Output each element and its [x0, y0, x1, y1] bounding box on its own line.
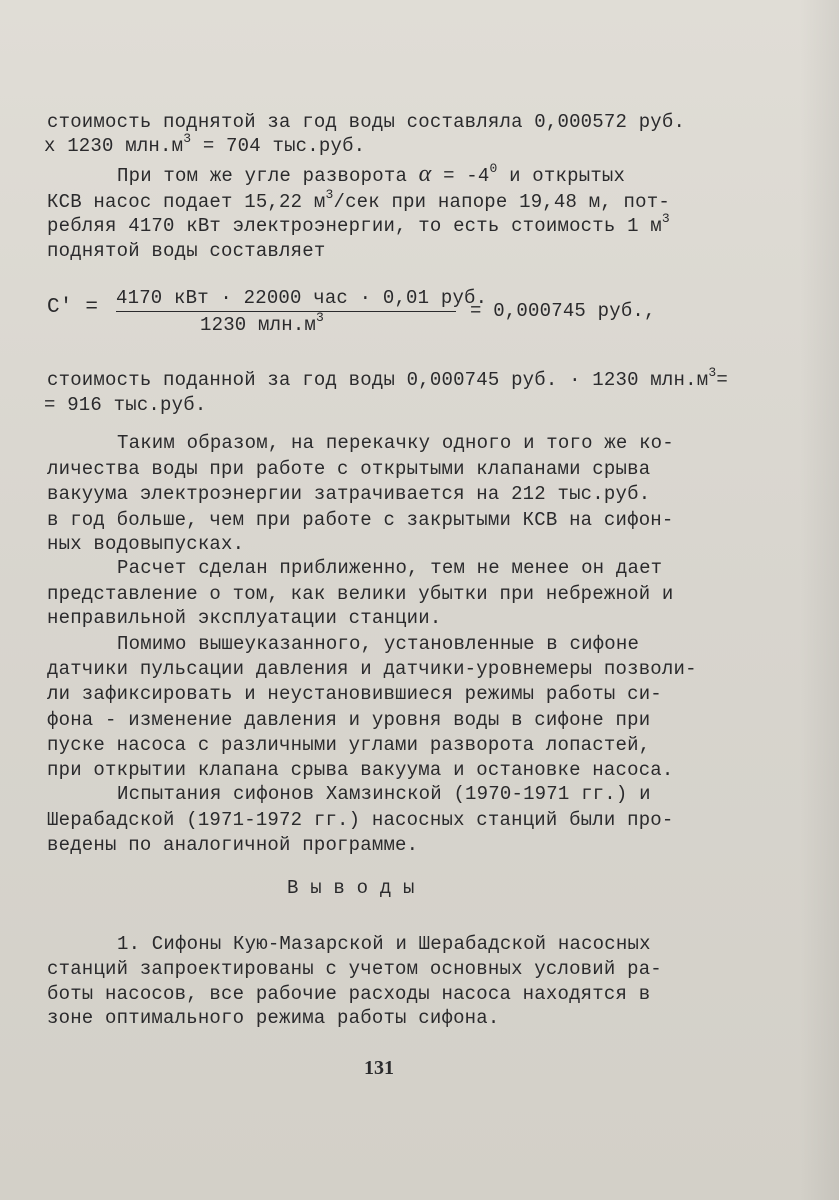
page-edge-shadow	[799, 0, 839, 1200]
text-line: неправильной эксплуатации станции.	[47, 607, 442, 629]
text-line: 1. Сифоны Кую-Мазарской и Шерабадской насосных	[117, 933, 651, 955]
text-line: личества воды при работе с открытыми клапанами срыва	[47, 458, 651, 480]
text-line: Таким образом, на перекачку одного и того же ко-	[117, 432, 674, 454]
text-line: фона - изменение давления и уровня воды в сифоне при	[47, 709, 651, 731]
formula-result: = 0,000745 руб.,	[470, 300, 656, 322]
text-line: КСВ насос подает 15,22 $м^3$/сек при напоре 19,48 м, пот-	[47, 187, 670, 213]
text-line: = 916 тыс.руб.	[44, 394, 207, 416]
section-heading: В ы в о д ы	[287, 877, 415, 899]
text-line: Помимо вышеуказанного, установленные в сифоне	[117, 633, 640, 655]
text-line: датчики пульсации давления и датчики-уровнемеры позволи-	[47, 658, 697, 680]
text-line: в год больше, чем при работе с закрытыми КСВ на сифон-	[47, 509, 674, 531]
fraction-bar	[116, 311, 456, 312]
text-line: ли зафиксировать и неустановившиеся режимы работы си-	[47, 683, 662, 705]
text-line: Шерабадской (1971-1972 гг.) насосных станций были про-	[47, 809, 674, 831]
text-line: Испытания сифонов Хамзинской (1970-1971 гг.) и	[117, 783, 651, 805]
formula-denominator: 1230 $млн.м^3$	[200, 310, 325, 336]
text-line: пуске насоса с различными углами разворота лопастей,	[47, 734, 651, 756]
formula-lhs: C' =	[47, 296, 99, 319]
text-line: стоимость поданной за год воды 0,000745 руб. · 1230 $млн.м^3=$	[47, 365, 728, 391]
text-line: ных водовыпусках.	[47, 533, 245, 555]
text-line: боты насосов, все рабочие расходы насоса находятся в	[47, 983, 651, 1005]
formula-numerator: 4170 кВт · 22000 час · 0,01 руб.	[116, 287, 488, 309]
text-line: x 1230 $млн.м^3 = 704$ тыс.руб.	[44, 131, 366, 157]
page-number: 131	[364, 1057, 394, 1079]
text-line: ведены по аналогичной программе.	[47, 834, 419, 856]
text-line: стоимость поднятой за год воды составляла 0,000572 руб.	[47, 111, 686, 133]
text-line: ребляя 4170 кВт электроэнергии, то есть стоимость 1 $м^3$	[47, 211, 670, 237]
text-line: при открытии клапана срыва вакуума и остановке насоса.	[47, 759, 674, 781]
text-line: вакуума электроэнергии затрачивается на 212 тыс.руб.	[47, 483, 651, 505]
text-line: поднятой воды составляет	[47, 240, 326, 262]
text-line: зоне оптимального режима работы сифона.	[47, 1007, 500, 1029]
text-line: станций запроектированы с учетом основных условий ра-	[47, 958, 662, 980]
text-line: Расчет сделан приближенно, тем не менее он дает	[117, 557, 663, 579]
text-line: При том же угле разворота $\alpha = -4^0$ и открытых	[117, 161, 626, 187]
text-line: представление о том, как велики убытки при небрежной и	[47, 583, 674, 605]
